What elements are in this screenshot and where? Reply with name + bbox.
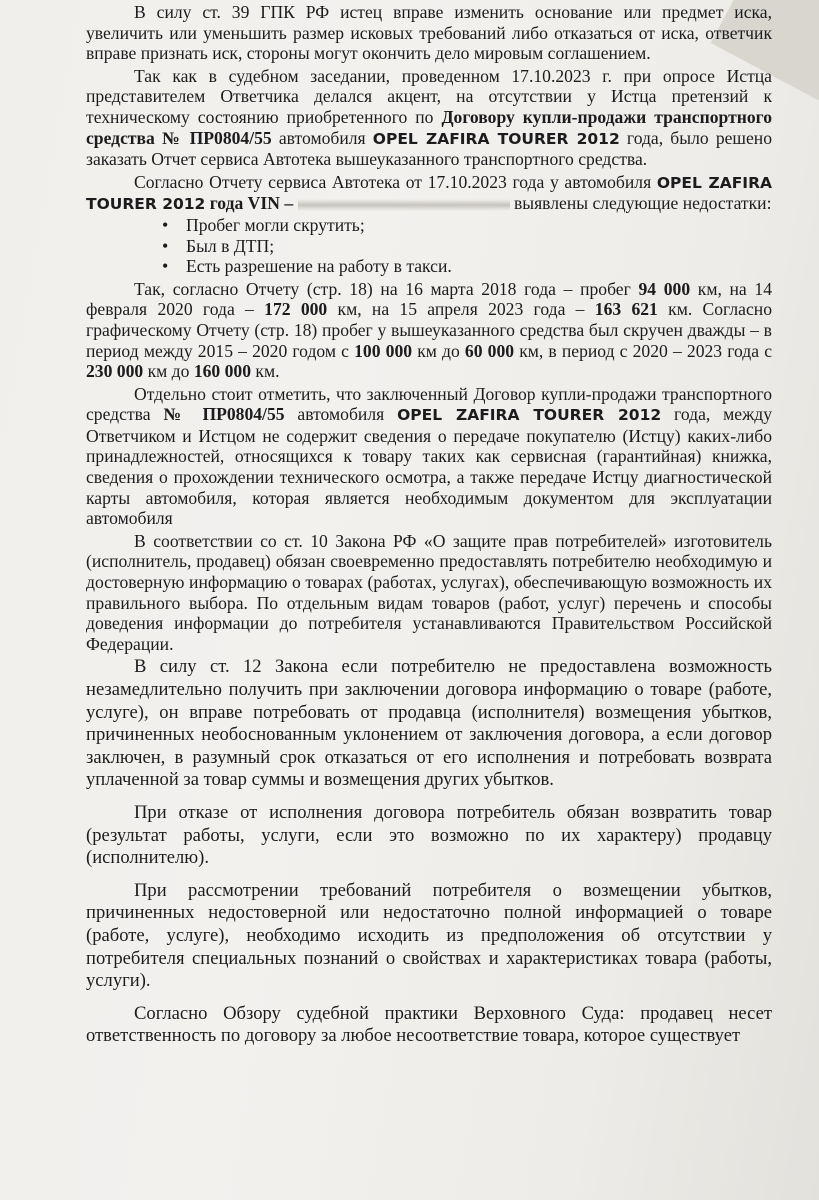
list-item: • Есть разрешение на работу в такси. xyxy=(86,256,772,277)
paragraph-law-article-12: В силу ст. 12 Закона если потребителю не предоставлена возможность незамедлительно получить при заключении договора информацию о товаре (работе, услуге), он вправе потребовать от продавца (исполнителя) возмещения убытков, причиненных необоснованным уклонением от заключения договора, а если договор заключен, в разумный срок отказаться от его исполнения и потребовать возврата уплаченной за товар суммы и возмещения других убытков. xyxy=(86,656,772,791)
paragraph-law-article-10: В соответствии со ст. 10 Закона РФ «О защите прав потребителей» изготовитель (исполнитель, продавец) обязан своевременно предоставлять потребителю необходимую и достоверную информацию о товарах (работах, услугах), обеспечивающую возможность их правильного выбора. По отдельным видам товаров (работ, услуг) перечень и способы доведения информации до потребителя устанавливаются Правительством Российской Федерации. xyxy=(86,530,772,654)
car-model: OPEL ZAFIRA TOURER 2012 xyxy=(397,406,662,425)
list-item: • Пробег могли скрутить; xyxy=(86,215,772,236)
paragraph-court-session: Так как в судебном заседании, проведенном 17.10.2023 г. при опросе Истца представителем Ответчика делался акцент, на отсутствии у Истца претензий к техническому состоянию приобретенного по Договору купли-продажи транспортного средства № ПР0804/55 автомобиля OPEL ZAFIRA TOURER 2012 года, было решено заказать Отчет сервиса Автотека вышеуказанного транспортного средства. xyxy=(86,65,773,170)
car-model: OPEL ZAFIRA TOURER 2012 xyxy=(86,173,773,214)
car-model: OPEL ZAFIRA TOURER 2012 xyxy=(372,129,620,148)
contract-reference: Договору купли-продажи транспортного средства № ПР0804/55 xyxy=(86,106,773,148)
paragraph-autoteka-report: Согласно Отчету сервиса Автотека от 17.10.2023 года у автомобиля OPEL ZAFIRA TOURER 2012 года VIN – выявлены следующие недостатки: xyxy=(86,171,773,214)
paragraph-return-goods: При отказе от исполнения договора потребитель обязан возвратить товар (результат работы, услуги, если это возможно по их характеру) продавцу (исполнителю). xyxy=(86,801,772,869)
paragraph-contract-accessories: Отдельно стоит отметить, что заключенный Договор купли-продажи транспортного средства № ПР0804/55 автомобиля OPEL ZAFIRA TOURER 2012 года, между Ответчиком и Истцом не содержит сведения о передаче покупателю (Истцу) каких-либо принадлежностей, относящихся к товару таких как сервисная (гарантийная) книжка, сведения о прохождении технического осмотра, а также передаче Истцу диагностической карты автомобиля, которая является необходимым документом для эксплуатации автомобиля xyxy=(86,383,772,529)
paragraph-mileage: Так, согласно Отчету (стр. 18) на 16 марта 2018 года – пробег 94 000 км, на 14 февраля 2020 года – 172 000 км, на 15 апреля 2023 года – 163 621 км. Согласно графическому Отчету (стр. 18) пробег у вышеуказанного средства был скручен дважды – в период между 2015 – 2020 годом с 100 000 км до 60 000 км, в период с 2020 – 2023 года с 230 000 км до 160 000 км. xyxy=(86,278,772,382)
defects-list xyxy=(86,215,772,277)
paragraph-supreme-court: Согласно Обзору судебной практики Верховного Суда: продавец несет ответственность по договору за любое несоответствие товара, которое существует xyxy=(86,1002,772,1047)
vin-label: года VIN – xyxy=(205,193,294,214)
paragraph-gpk-39: В силу ст. 39 ГПК РФ истец вправе изменить основание или предмет иска, увеличить или уменьшить размер исковых требований либо отказаться от иска, ответчик вправе признать иск, стороны могут окончить дело мировым соглашением. xyxy=(86,2,772,64)
paragraph-damages: При рассмотрении требований потребителя о возмещении убытков, причиненных недостоверной или недостаточно полной информацией о товаре (работе, услуге), необходимо исходить из предположения об отсутствии у потребителя специальных познаний о свойствах и характеристиках товара (работы, услуги). xyxy=(86,879,772,992)
list-item: • Был в ДТП; xyxy=(86,236,772,257)
redacted-vin xyxy=(298,199,510,211)
document-body xyxy=(86,2,772,1048)
contract-number: № ПР0804/55 xyxy=(163,404,285,425)
